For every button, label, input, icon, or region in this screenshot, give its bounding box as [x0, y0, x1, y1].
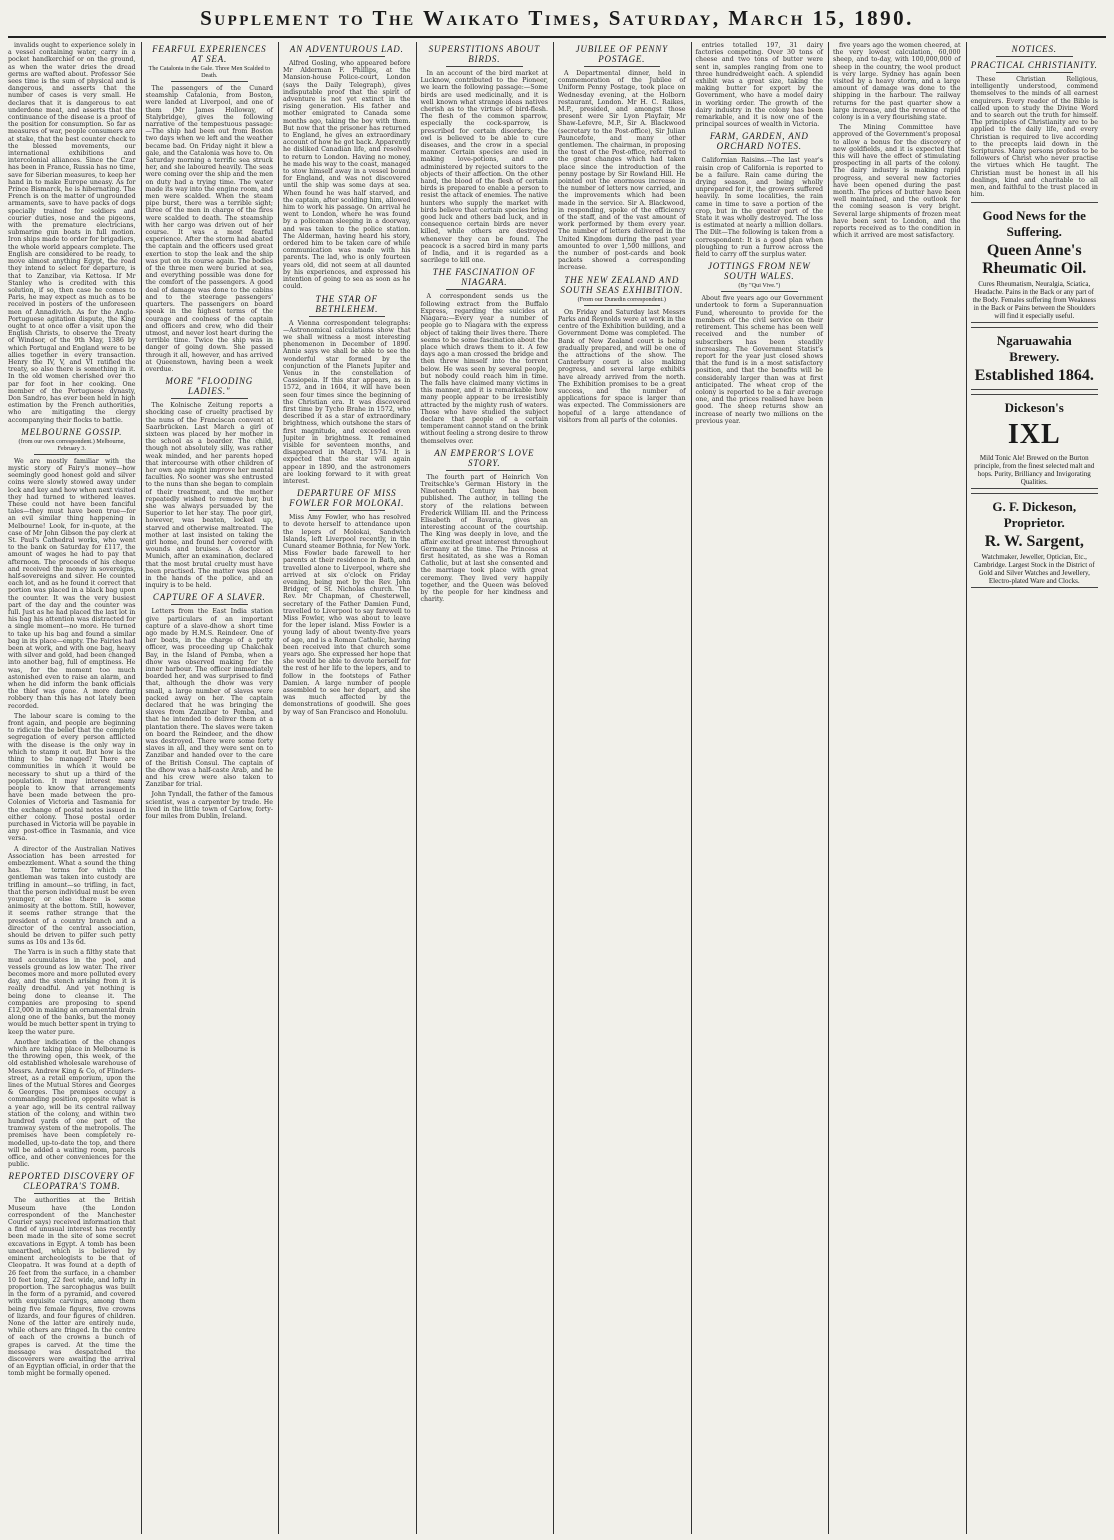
article-text: In an account of the bird market at Lucknow, contributed to the Pioneer, we learn the following passage:—Some birds are used medicinally, and it is well known what strange ideas natives cherish as to the virtues of bird-flesh. The flesh of the common sparrow, especially the cock-sparrow, is prescribed for certain disorders; the owl is believed to be able to cure diseases, and the crow in a special manner. Certain species are used in making love-potions, and are administered by rejected suitors to the objects of their affection. On the other hand, the blood of the flesh of certain birds is prepared to enable a person to resist the attack of enemies. The native hunters who supply the market with birds believe that certain species bring good luck and others bad luck, and in consequence certain birds are never killed, while others are destroyed whenever they can be found. The peacock is a sacred bird in many parts of India, and it is regarded as a sacrilege to kill one. [420, 70, 548, 265]
column-3 [281, 42, 413, 1534]
article-text: The fourth part of Heinrich Von Treitschke's German History in the Nineteenth Century has been published. The author, in telling the story of the relations between Frederick William III. and the Princess Elisabeth of Bavaria, gives an interesting account of the courtship. The King was deeply in love, and the affair excited great interest throughout Germany at the time. The Princess at first hesitated, as she was a Roman Catholic, but at last she consented and the marriage took place with great ceremony. They lived very happily together, and the Queen was beloved by the people for her kindness and charity. [420, 473, 548, 604]
ad-brand: Queen Anne's Rheumatic Oil. [982, 242, 1087, 278]
article-subheading: (From our Dunedin correspondent.) [577, 295, 666, 303]
article-heading: DEPARTURE OF MISS FOWLER FOR MOLOKAI. [289, 488, 405, 509]
article-heading: MORE "FLOODING LADIES." [165, 376, 254, 397]
heading-rule [996, 72, 1073, 73]
heading-rule [446, 470, 523, 471]
ad-brand: IXL [1007, 419, 1061, 451]
article-text: The authorities at the British Museum have (the London correspondent of the Manchester Courier says) received information that a find of unusual interest has recently been made in the site of some secret excavations in Egypt. A tomb has been unearthed, which is believed by eminent archeologists to be that of Cleopatra. It was found at a depth of 26 feet from the surface, in a chamber 10 feet long, 22 feet wide, and lofty in proportion. The sarcophagus was built in the form of a pyramid, and covered with exquisite carvings, among them being five female figures, five crowns of lizards, and four figures of children. None of the latter are entirely nude, while others are fringed. In the centre of each of the crowns a bunch of grapes is carved. At the time the message was despatched the discoverers were awaiting the arrival of an Egyptian official, in order that the tomb might be formally opened. [8, 1197, 136, 1378]
masthead-rule [8, 36, 1106, 38]
ad-title: G. F. Dickeson, Proprietor. [992, 499, 1077, 531]
article-text: entries totalled 197, 31 dairy factories competing. Over 30 tons of cheese and two tons of butter were sent in, samples ranging from one to three hundredweight each. A splendid exhibit was a great size, taking the making butter for export by the Government, who have a model dairy in working order. The growth of the dairy industry in the colony has been remarkable, and it is now one of the principal sources of wealth in Victoria. [695, 42, 823, 129]
ad-title: Ngaruawahia Brewery. [996, 333, 1072, 365]
article-subheading: (By "Qui Vive.") [738, 282, 781, 290]
column-separator [828, 42, 829, 1534]
article-text: Californian Raisins.—The last year's raisin crop of California is reported to be a failure. Rain came during the drying season, and being wholly unprepared for it, the growers suffered heavily. In some localities, the rain came in time to save a portion of the crop, but in the greater part of the State it was wholly destroyed. The loss is estimated at nearly a million dollars. The Dilt—The following is taken from a correspondent: It is a good plan when ploughing to run a furrow across the field to carry off the surplus water. [695, 157, 823, 259]
heading-rule [34, 454, 111, 455]
column-separator [278, 42, 279, 1534]
ad-title: Good News for the Suffering. [982, 208, 1086, 240]
column-separator [553, 42, 554, 1534]
ad-title: Dickeson's [1004, 400, 1064, 416]
heading-rule [584, 305, 661, 306]
article-text: These Christian Religious, intelligently understood, commend themselves to the minds of all earnest enquirers. Every reader of the Bible is called upon to study the Divine Word and to search out the truth for himself. The principles of Christianity are to be applied to the daily life, and every Christian is required to live according to the precepts laid down in the Scriptures. Many persons profess to be followers of Christ who never practise the virtues which He taught. The Christian must be honest in all his dealings, kind and charitable to all men, and faithful to the trust placed in him. [970, 76, 1098, 199]
ad-body: Watchmaker, Jeweller, Optician, Etc., Cambridge. Largest Stock in the District of Gold and Silver Watches and Jewellery, Electro-plated Ware and Clocks. [973, 553, 1095, 586]
article-heading: FARM, GARDEN, AND ORCHARD NOTES. [709, 131, 809, 152]
article-heading: SUPERSTITIONS ABOUT BIRDS. [428, 44, 540, 64]
masthead-title: Supplement to The Waikato Times, Saturday, March 15, 1890. [200, 6, 914, 30]
column-1 [6, 42, 138, 1534]
article-text: On Friday and Saturday last Messrs Parks and Reynolds were at work in the centre of the Exhibition building, and a Government Dome was completed. The Bank of New Zealand court is being gradually prepared, and will be one of the attractions of the show. The Canterbury court is also making progress, and several large exhibits have already arrived from the north. The Exhibition promises to be a great success, and the number of applications for space is larger than was expected. The Commissioners are hopeful of a large attendance of visitors from all parts of the colonies. [558, 308, 686, 424]
article-text: A correspondent sends us the following extract from the Buffalo Express, regarding the suicides at Niagara:—Every year a number of people go to Niagara with the express object of taking their lives there. There seems to be some fascination about the place which draws them to it. A few days ago a man crossed the bridge and then threw himself into the torrent below. He was seen by several people, but nobody could reach him in time. The falls have claimed many victims in this manner, and it is remarkable how many people appear to be irresistibly attracted by the mighty rush of waters. Those who have studied the subject declare that people of a certain temperament cannot stand on the brink without feeling a strong desire to throw themselves over. [420, 293, 549, 445]
column-separator [691, 42, 692, 1534]
article-heading: PRACTICAL CHRISTIANITY. [970, 60, 1098, 70]
advertisement [971, 394, 1099, 489]
article-text: Another indication of the changes which are taking place in Melbourne is the throwing open, this week, of the old established wholesale warehouse of Messrs. Andrew King & Co, of Flinders-street, as a retail emporium, upon the lines of the Mutual Stores and Georges & Georges. The premises occupy a commanding position, opposite what is a year ago, will be its central railway station of the colony, and within two hundred yards of one part of the tramway system of the metropolis. The premises have been completely re-modelled, up-to-date the top, and there will be added a waiting room, parcels office, and other conveniences for the public. [8, 1038, 136, 1169]
heading-rule [721, 153, 798, 154]
heading-rule [446, 66, 523, 67]
heading-rule [996, 56, 1073, 57]
article-heading: THE FASCINATION OF NIAGARA. [432, 267, 536, 288]
heading-rule [584, 66, 661, 67]
article-subheading: (from our own correspondent.) Melbourne, February 3. [18, 437, 126, 452]
article-text: A director of the Australian Natives Association has been arrested for embezzlement. What a sound the thing has. The terms for which the gentleman was taken into custody are trifling in amount—so trifling, in fact, that the person individual must be even younger, or else there is some animosity at the bottom. Still, however, it seems rather strange that the president of a country branch and a director of the central association, should be driven to pilfer such petty sums as 10s and 13s 6d. [8, 845, 136, 947]
article-text: Miss Amy Fowler, who has resolved to devote herself to attendance upon the lepers of Molokai, Sandwich Islands, left Liverpool recently, in the Cunard steamer Bothnia, for New York. Miss Fowler bade farewell to her parents at their residence in Bath, and travelled alone to Liverpool, where she arrived at six o'clock on Friday evening, being met by the Rev. John Bridger, of St. Nicholas church. The Rev. Mr Chapman, of Chesterwell, secretary of the Father Damien Fund, travelled to Liverpool to say farewell to Miss Fowler, who was about to leave for the leper island. Miss Fowler is a young lady of about twenty-five years of age, and is a Roman Catholic, having been received into that church some years ago. She expressed her hope that she would be able to devote herself for the rest of her life to the lepers, and to follow in the footsteps of Father Damien. A large number of people assembled to see her depart, and she was much affected by the demonstrations of goodwill. She goes by way of San Francisco and Honolulu. [283, 514, 411, 716]
article-heading: FEARFUL EXPERIENCES AT SEA. [152, 44, 267, 64]
article-text: The labour scare is coming to the front again, and people are beginning to ridicule the belief that the complete segregation of every person afflicted with the disease is the only way in which to stamp it out. But how is the thing to be managed? There are communities in which it would be necessary to shut up a third of the population. It may interest many people to know that arrangements have been made between the pro-Colonies of Victoria and Tasmania for the exchange of postal notes issued in either colony. Those postal order purchased in Victoria will be payable in any post-office in Tasmania, and vice versa. [8, 712, 136, 843]
column-separator [416, 42, 417, 1534]
article-heading: NOTICES. [1011, 44, 1057, 54]
column-4 [419, 42, 551, 1534]
article-text: The Yarra is in such a filthy state that mud accumulates in the pool, and vessels ground as low water. The river becomes more and more polluted every day, and the stench arising from it is really dreadful. And yet nothing is being done to cleanse it. The companies are proposing to spend £12,000 in making an ornamental drain along one of the banks, but the money would be much better spent in trying to keep the water pure. [8, 949, 136, 1036]
column-7 [831, 42, 963, 1534]
column-6 [694, 42, 826, 1534]
heading-rule [171, 604, 248, 605]
article-text: Letters from the East India station give particulars of an important capture of a slave-dhow a short time ago made by H.M.S. Reindeer. One of her boats, in the charge of a petty officer, was proceeding up Chakchak Bay, in the Island of Pemba, when a dhow was observed making for the inner harbour. The officer immediately boarded her, and was surprised to find that, although the dhow was very small, a large number of slaves were packed away on her. The captain declared that he was bringing the slaves from Zanzibar to Pemba, and that he intended to deliver them at a plantation there. The slaves were taken on board the Reindeer, and the dhow was destroyed. There were some forty slaves in all, and they were sent on to Zanzibar and handed over to the care of the British Consul. The captain of the dhow was a half-caste Arab, and he and his crew were also taken to Zanzibar for trial. [145, 608, 273, 789]
article-text: Alfred Gosling, who appeared before Mr Alderman F. Phillips, at the Mansion-house Police-court, London (says the Daily Telegraph), gives indisputable proof that the spirit of adventure is not yet extinct in the rising generation. His father and mother emigrated to Canada some months ago, taking the boy with them. But now that the prisoner has returned to England, he gives an extraordinary account of how he got back. Apparently he disliked Canadian life, and resolved to return to London. Having no money, he made his way to the coast, managed to stow himself away in a vessel bound for England, and was not discovered until the ship was some days at sea. When found he was half starved, and the captain, after scolding him, allowed him to work his passage. On arrival he went to London, where he was found by a policeman sleeping in a doorway, and was taken to the police station. The Alderman, having heard his story, ordered him to be taken care of while communication was made with his parents. The lad, who is only fourteen years old, did not seem at all daunted by his experiences, and expressed his intention of going to sea as soon as he could. [283, 60, 411, 291]
heading-rule [721, 291, 798, 292]
heading-rule [309, 56, 386, 57]
column-separator [141, 42, 142, 1534]
article-subheading: The Catalonia in the Gale. Three Men Scalded to Death. [148, 65, 270, 79]
article-heading: JUBILEE OF PENNY POSTAGE. [575, 44, 668, 64]
article-text: We are mostly familiar with the mystic story of Fairy's money—how seemingly good honest gold and silver coins were slowly stowed away under lock and key and how when next visited they had turned to withered leaves. These could not have been fanciful tales—they must have been true—for an evil similar thing happening in Melbourne! Look, for in-quote, at the case of Mr John Gibson the pay clerk at St. Paul's Cathedral works, who went to the bank on Saturday for £117, the amount of wages he had to pay that afternoon. The proceeds of his cheque and received the money in sovereigns, half-sovereigns and silver. He counted each lot, and as he found it correct that portion was placed in a black bag upon the counter. It was the very busiest part of the day and the counter was full. Just as he had placed the last lot in his bag his attention was distracted for a single moment—no more. He turned to take up his bag and found a similar bag in its place—empty. The Fairies had been at work, and with one bag, heavy with silver and gold, had been changed into another bag, full of emptiness. He was, for the moment too much astonished even to raise an alarm, and when he did inform the bank officials the thief was gone. A more daring robbery than this has not lately been recorded. [8, 457, 136, 710]
column-2 [144, 42, 276, 1534]
ad-brand: R. W. Sargent, [984, 533, 1084, 551]
article-text: The Kolnische Zeitung reports a shocking case of cruelty practised by the nuns of the Franciscan convent at Saarbrücken. Last March a girl of sixteen was placed by her mother in the school as a boarder. The child, though not absolutely silly, was rather weak minded, and her parents hoped that intercourse with other children of her own age might improve her mental faculties. No sooner was she entrusted to the nuns than she began to complain of their treatment, and the mother repeatedly wished to remove her, but she was always persuaded by the Superior to let her stay. The poor girl, however, was beaten, locked up, starved and otherwise maltreated. The mother at last insisted on taking the girl home, and found her covered with wounds and bruises. A doctor at Munich, after an examination, declared that the most brutal cruelty must have been practised. The matter was placed in the hands of the police, and an inquiry is to be held. [145, 402, 273, 590]
advertisement [971, 327, 1099, 390]
column-separator [966, 42, 967, 1534]
heading-rule [446, 289, 523, 290]
heading-rule [309, 510, 386, 511]
article-heading: MELBOURNE GOSSIP. [21, 426, 123, 437]
advertisement [971, 202, 1099, 323]
article-text: The passengers of the Cunard steamship Catalonia, from Boston, were landed at Liverpool, and one of them (Mr James Holloway, of Stalybridge), gives the following narrative of the tempestuous passage:—The ship had been out from Boston two days when we left and the weather became bad. On Friday night it blew a gale, and the Catalonia was hove to. On Saturday morning a terrific sea struck her, and she laboured heavily. The seas were coming over the ship and the men on duty had a trying time. The water made its way into the engine room, and men were scalded. When the steam pipe burst, there was a terrible sight; three of the men in charge of the fires were scalded to death. The steamship with her cargo was driven out of her course. It was a most fearful experience. After the storm had abated the captain and the officers used great exertion to stop the leak and the ship was put on its course again. The bodies of the three men were buried at sea, and everything possible was done for the comfort of the passengers. A good deal of damage was done to the cabins and to the steerage passengers' quarters. The passengers on board speak in the highest terms of the courage and coolness of the captain and officers and crew, who did their utmost, and never lost heart during the terrible time. Twice the ship was in danger of going down. She passed through it all, however, and has arrived at Queenstown, having been a week overdue. [145, 85, 273, 373]
article-heading: REPORTED DISCOVERY OF CLEOPATRA'S TOMB. [8, 1171, 136, 1192]
ad-brand: Established 1864. [974, 367, 1094, 385]
ad-body: Mild Tonic Ale! Brewed on the Burton principle, from the finest selected malt and hops. Purity, Brilliancy and Invigorating Qualities. [974, 454, 1095, 487]
article-text: A Vienna correspondent telegraphs:—Astronomical calculations show that we shall witness a most interesting phenomenon in December of 1890. Annie says we shall be able to see the wonderful star formed by the conjunction of the Planets Jupiter and Venus in the constellation of Cassiopeia. If this star appears, as in 1572, and in 1604, it will have been seen four times since the beginning of the Christian era. It was discovered first time by Tycho Brahe in 1572, who described it as a star of extraordinary brightness, which outshone the stars of first magnitude, and exceeded even Jupiter in brightness. It remained visible for seventeen months, and disappeared in March, 1574. It is expected that the star will again appear in 1890, and the astronomers are looking forward to it with great interest. [283, 319, 411, 485]
article-heading: THE STAR OF BETHLEHEM. [315, 293, 379, 314]
advertisement [971, 493, 1099, 588]
article-text: A Departmental dinner, held in commemoration of the Jubilee of Uniform Penny Postage, took place on Wednesday evening, at the Holborn restaurant, London. Mr H. C. Raikes, M.P., presided, and amongst those present were Sir Lyon Playfair, Mr Shaw-Lefevre, M.P., Sir A. Blackwood (secretary to the Post-office), Sir Julian Pauncefote, and many other gentlemen. The chairman, in proposing the toast of the Post-office, referred to the great changes which had taken place since the introduction of the penny postage by Sir Rowland Hill. He pointed out the enormous increase in the number of letters now carried, and the improvements which had been made in the service. Sir A. Blackwood, in responding, spoke of the efficiency of the staff, and of the vast amount of work performed by them every year. The number of letters delivered in the United Kingdom during the past year amounted to over 1,500 millions, and the number of post-cards and book packets showed a corresponding increase. [558, 70, 686, 272]
heading-rule [34, 1193, 111, 1194]
column-5 [556, 42, 688, 1534]
article-heading: CAPTURE OF A SLAVER. [152, 592, 266, 603]
article-text: invalids ought to experience solely in a vessel containing water, carry in a pocket handkerchief or on the ground, as when the water dries the dread germs are wafted about. Professor Sée sees time is the sum of physical and is dangerous, and asserts that the number of cases is very small. He declares that it is dangerous to eat underdone meat, and asserts that the continuance of the disease is a proof of the position for consumption. So far as measures of war, people consumers are at stake, that the best counter check to the blessed movements, our international exhibitions and intercolonial alliances. Since the Czar has been in France, Russia has no time, save for Siberian measures, to keep her hand in to make Europe uneasy. As for Prince Bismarck, he is hibernating. The French is on the matter of ungrounded armaments, save to have packs of dogs specially trained for soldiers and courier duties, nose and the pigeons, with the premature electricians, submarine gun boats in full motion. Iron ships made to order for brigadiers, the whole world appears complete. The English are considered to be ready, to move almost anything Egypt, the road they intend to select for departure, is that to Zanzibar, via Kettosa. If Mr Stanley who is credited with this solution, if so, then case he comes to Paris, he may expect as much as to be received in posters of the unforeseen men of Annadivich. As for the Anglo-Portuguese agitation dispute, the King ought to at once offer a visit upon the English Christs, to observe the Treaty of Windsor, of the 9th May, 1386 by which Portugal and England were to be allies together in every transaction. Henry the IV, V, and VI ratified the treaty, so also there is something in it. In the old women cherished over tho par for foot in her cooking. One member of the Portuguese dynasty, Don Sandro, has ever been held in high estimation by the French authorities, who are mitigating the clergy accompanying their flocks to battle. [8, 42, 136, 424]
article-heading: JOTTINGS FROM NEW SOUTH WALES. [707, 261, 811, 282]
article-heading: AN EMPEROR'S LOVE STORY. [434, 447, 535, 468]
column-8 [969, 42, 1101, 1534]
article-text: The Mining Committee have approved of the Government's proposal to allow a bonus for the discovery of new goldfields, and it is expected that this will have the effect of stimulating prospecting in all parts of the colony. The dairy industry is making rapid progress, and several new factories have been opened during the past month. The prices of butter have been well maintained, and the outlook for the coming season is very bright. Several large shipments of frozen meat have been sent to London, and the reports received as to the condition in which it arrived are most satisfactory. [833, 124, 961, 240]
article-text: John Tyndall, the father of the famous scientist, was a carpenter by trade. He lived in the little town of Carlow, forty-four miles from Dublin, Ireland. [145, 791, 273, 821]
article-text: About five years ago our Government undertook to form a Superannuation Fund, whereunto to provide for the members of the civil service on their retirement. This scheme has been well received and the number of subscribers has been steadily increasing. The Government Statist's report for the year just closed shows that the fund is in a most satisfactory position, and that the benefits will be considerably larger than was at first anticipated. The wheat crop of the colony is reported to be a fair average one, and the prices realised have been good. The sheep returns show an increase of nearly two millions on the previous year. [695, 295, 823, 425]
article-text: five years ago the women cheered, at the very lowest calculation, 60,000 sheep, and to-day, with 100,000,000 of sheep in the country, the wool product is very large. Sydney has again been visited by a heavy storm, and a large amount of damage was done to the shipping in the harbour. The railway returns for the past quarter show a large increase, and the revenue of the colony is in a very flourishing state. [833, 42, 961, 122]
ad-body: Cures Rheumatism, Neuralgia, Sciatica, Headache. Pains in the Back or any part of the Body. Females suffering from Weakness in the Back or Pains between the Shoulders will find it especially useful. [972, 280, 1097, 321]
heading-rule [171, 398, 248, 399]
article-heading: AN ADVENTUROUS LAD. [289, 44, 404, 54]
article-heading: THE NEW ZEALAND AND SOUTH SEAS EXHIBITION. [560, 274, 684, 295]
heading-rule [309, 316, 386, 317]
heading-rule [171, 81, 248, 82]
